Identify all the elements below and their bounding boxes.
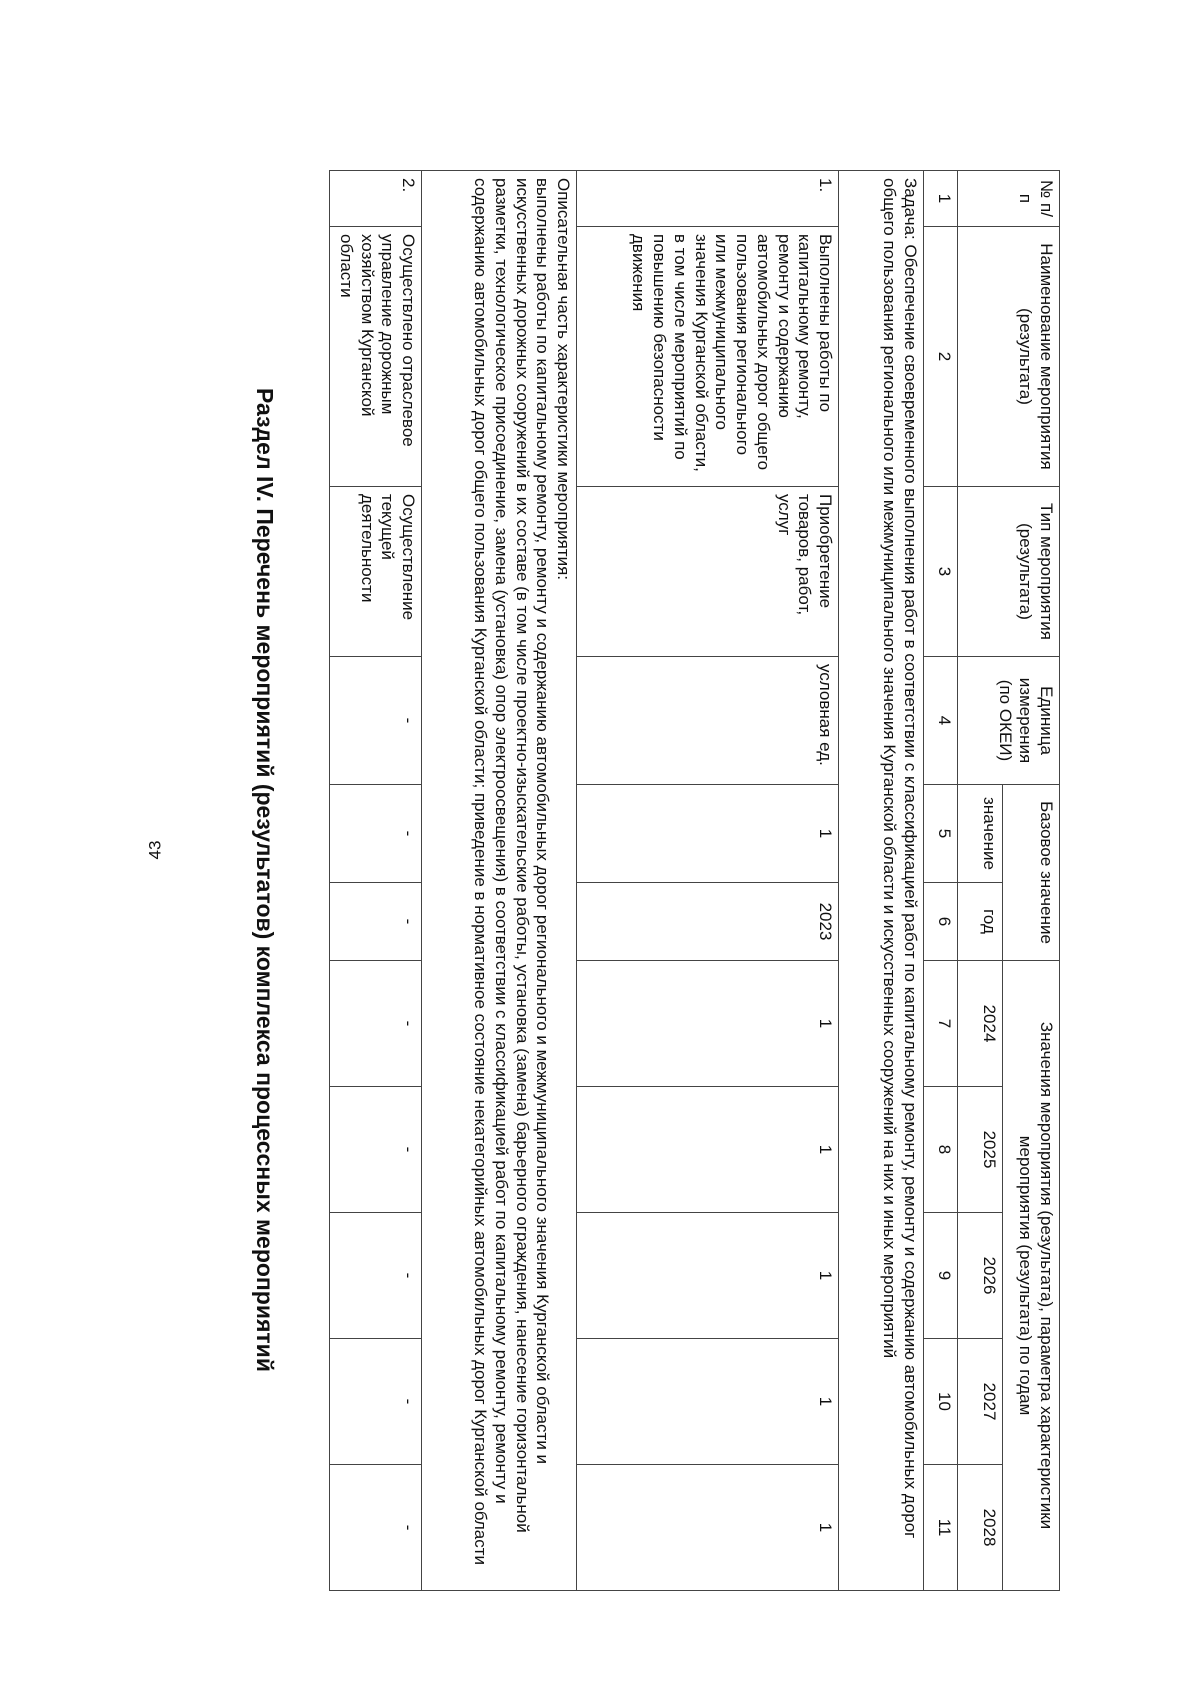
task-text: Задача: Обеспечение своевременного выполнения работ в соответствии с классификацией работ по капитальному ремонту, ремонту и содержанию автомобильных дорог общего пользования регионального или межмуниципального значения Курганской области и искусственных сооружений на них и иных мероприятий bbox=[839, 171, 924, 1591]
header-unit: Единица измерения (по ОКЕИ) bbox=[958, 657, 1060, 785]
row-value: - bbox=[330, 1339, 422, 1465]
row-name: Осуществлено отраслевое управление дорожным хозяйством Курганской области bbox=[330, 227, 422, 487]
column-number: 9 bbox=[924, 1213, 958, 1339]
column-numbers-row bbox=[924, 171, 958, 1591]
header-values: Значения мероприятия (результата), параметра характеристики мероприятия (результата) по годам bbox=[1003, 961, 1060, 1591]
header-year: 2028 bbox=[958, 1465, 1003, 1591]
table-row bbox=[577, 171, 839, 1591]
header-year: 2026 bbox=[958, 1213, 1003, 1339]
row-name: Выполнены работы по капитальному ремонту, ремонту и содержанию автомобильных дорог общего пользования регионального или межмуниципального значения Курганской области, в том числе мероприятий по повышению безопасности движения bbox=[577, 227, 839, 487]
row-base-year: 2023 bbox=[577, 883, 839, 961]
header-year: 2027 bbox=[958, 1339, 1003, 1465]
row-num: 2. bbox=[330, 171, 422, 227]
row-value: 1 bbox=[577, 961, 839, 1087]
header-year: 2025 bbox=[958, 1087, 1003, 1213]
row-base-year: - bbox=[330, 883, 422, 961]
column-number: 8 bbox=[924, 1087, 958, 1213]
description-row bbox=[422, 171, 577, 1591]
row-type: Осуществление текущей деятельности bbox=[330, 487, 422, 657]
row-value: 1 bbox=[577, 1465, 839, 1591]
column-number: 1 bbox=[924, 171, 958, 227]
row-value: 1 bbox=[577, 1087, 839, 1213]
column-number: 3 bbox=[924, 487, 958, 657]
header-row-1 bbox=[1003, 171, 1060, 1591]
table-row bbox=[330, 171, 422, 1591]
column-number: 4 bbox=[924, 657, 958, 785]
header-type: Тип мероприятия (результата) bbox=[958, 487, 1060, 657]
page-number-text: 43 bbox=[144, 840, 164, 860]
description-label: Описательная часть характеристики мероприятия: bbox=[554, 178, 573, 581]
column-number: 11 bbox=[924, 1465, 958, 1591]
row-value: 1 bbox=[577, 1213, 839, 1339]
description-text: выполнены работы по капитальному ремонту, ремонту и содержанию автомобильных дорог регионального и межмуниципального значения Курганской области и искусственных дорожных сооружений в их составе (в том числе проектно-изыскательские работы, установка (замена) барьерного ограждения, нанесение горизонтальной разметки, технологическое присоединение, замена (установка) опор электроосвещения) в соответствии с классификацией работ по капитальному ремонту, ремонту и содержанию автомобильных дорог общего пользования Курганской области; приведение в нормативное состояние некатегорийных автомобильных дорог Курганской области bbox=[471, 178, 553, 1566]
row-base-value: 1 bbox=[577, 785, 839, 883]
column-number: 7 bbox=[924, 961, 958, 1087]
row-type: Приобретение товаров, работ, услуг bbox=[577, 487, 839, 657]
row-value: - bbox=[330, 1465, 422, 1591]
row-value: - bbox=[330, 961, 422, 1087]
column-number: 6 bbox=[924, 883, 958, 961]
row-unit: - bbox=[330, 657, 422, 785]
section-title: Раздел IV. Перечень мероприятий (результатов) комплекса процессных мероприятий bbox=[252, 388, 278, 1372]
header-base-year: год bbox=[958, 883, 1003, 961]
row-value: 1 bbox=[577, 1339, 839, 1465]
header-num: № п/п bbox=[958, 171, 1060, 227]
column-number: 10 bbox=[924, 1339, 958, 1465]
header-year: 2024 bbox=[958, 961, 1003, 1087]
row-value: - bbox=[330, 1087, 422, 1213]
header-name: Наименование мероприятия (результата) bbox=[958, 227, 1060, 487]
page-number bbox=[140, 820, 170, 880]
header-base-value: значение bbox=[958, 785, 1003, 883]
row-base-value: - bbox=[330, 785, 422, 883]
task-row bbox=[839, 171, 924, 1591]
rotated-page-content bbox=[200, 90, 1060, 1590]
description-cell bbox=[422, 171, 577, 1591]
column-number: 5 bbox=[924, 785, 958, 883]
row-value: - bbox=[330, 1213, 422, 1339]
measures-table bbox=[329, 170, 1060, 1591]
column-number: 2 bbox=[924, 227, 958, 487]
row-num: 1. bbox=[577, 171, 839, 227]
header-base: Базовое значение bbox=[1003, 785, 1060, 961]
row-unit: условная ед. bbox=[577, 657, 839, 785]
